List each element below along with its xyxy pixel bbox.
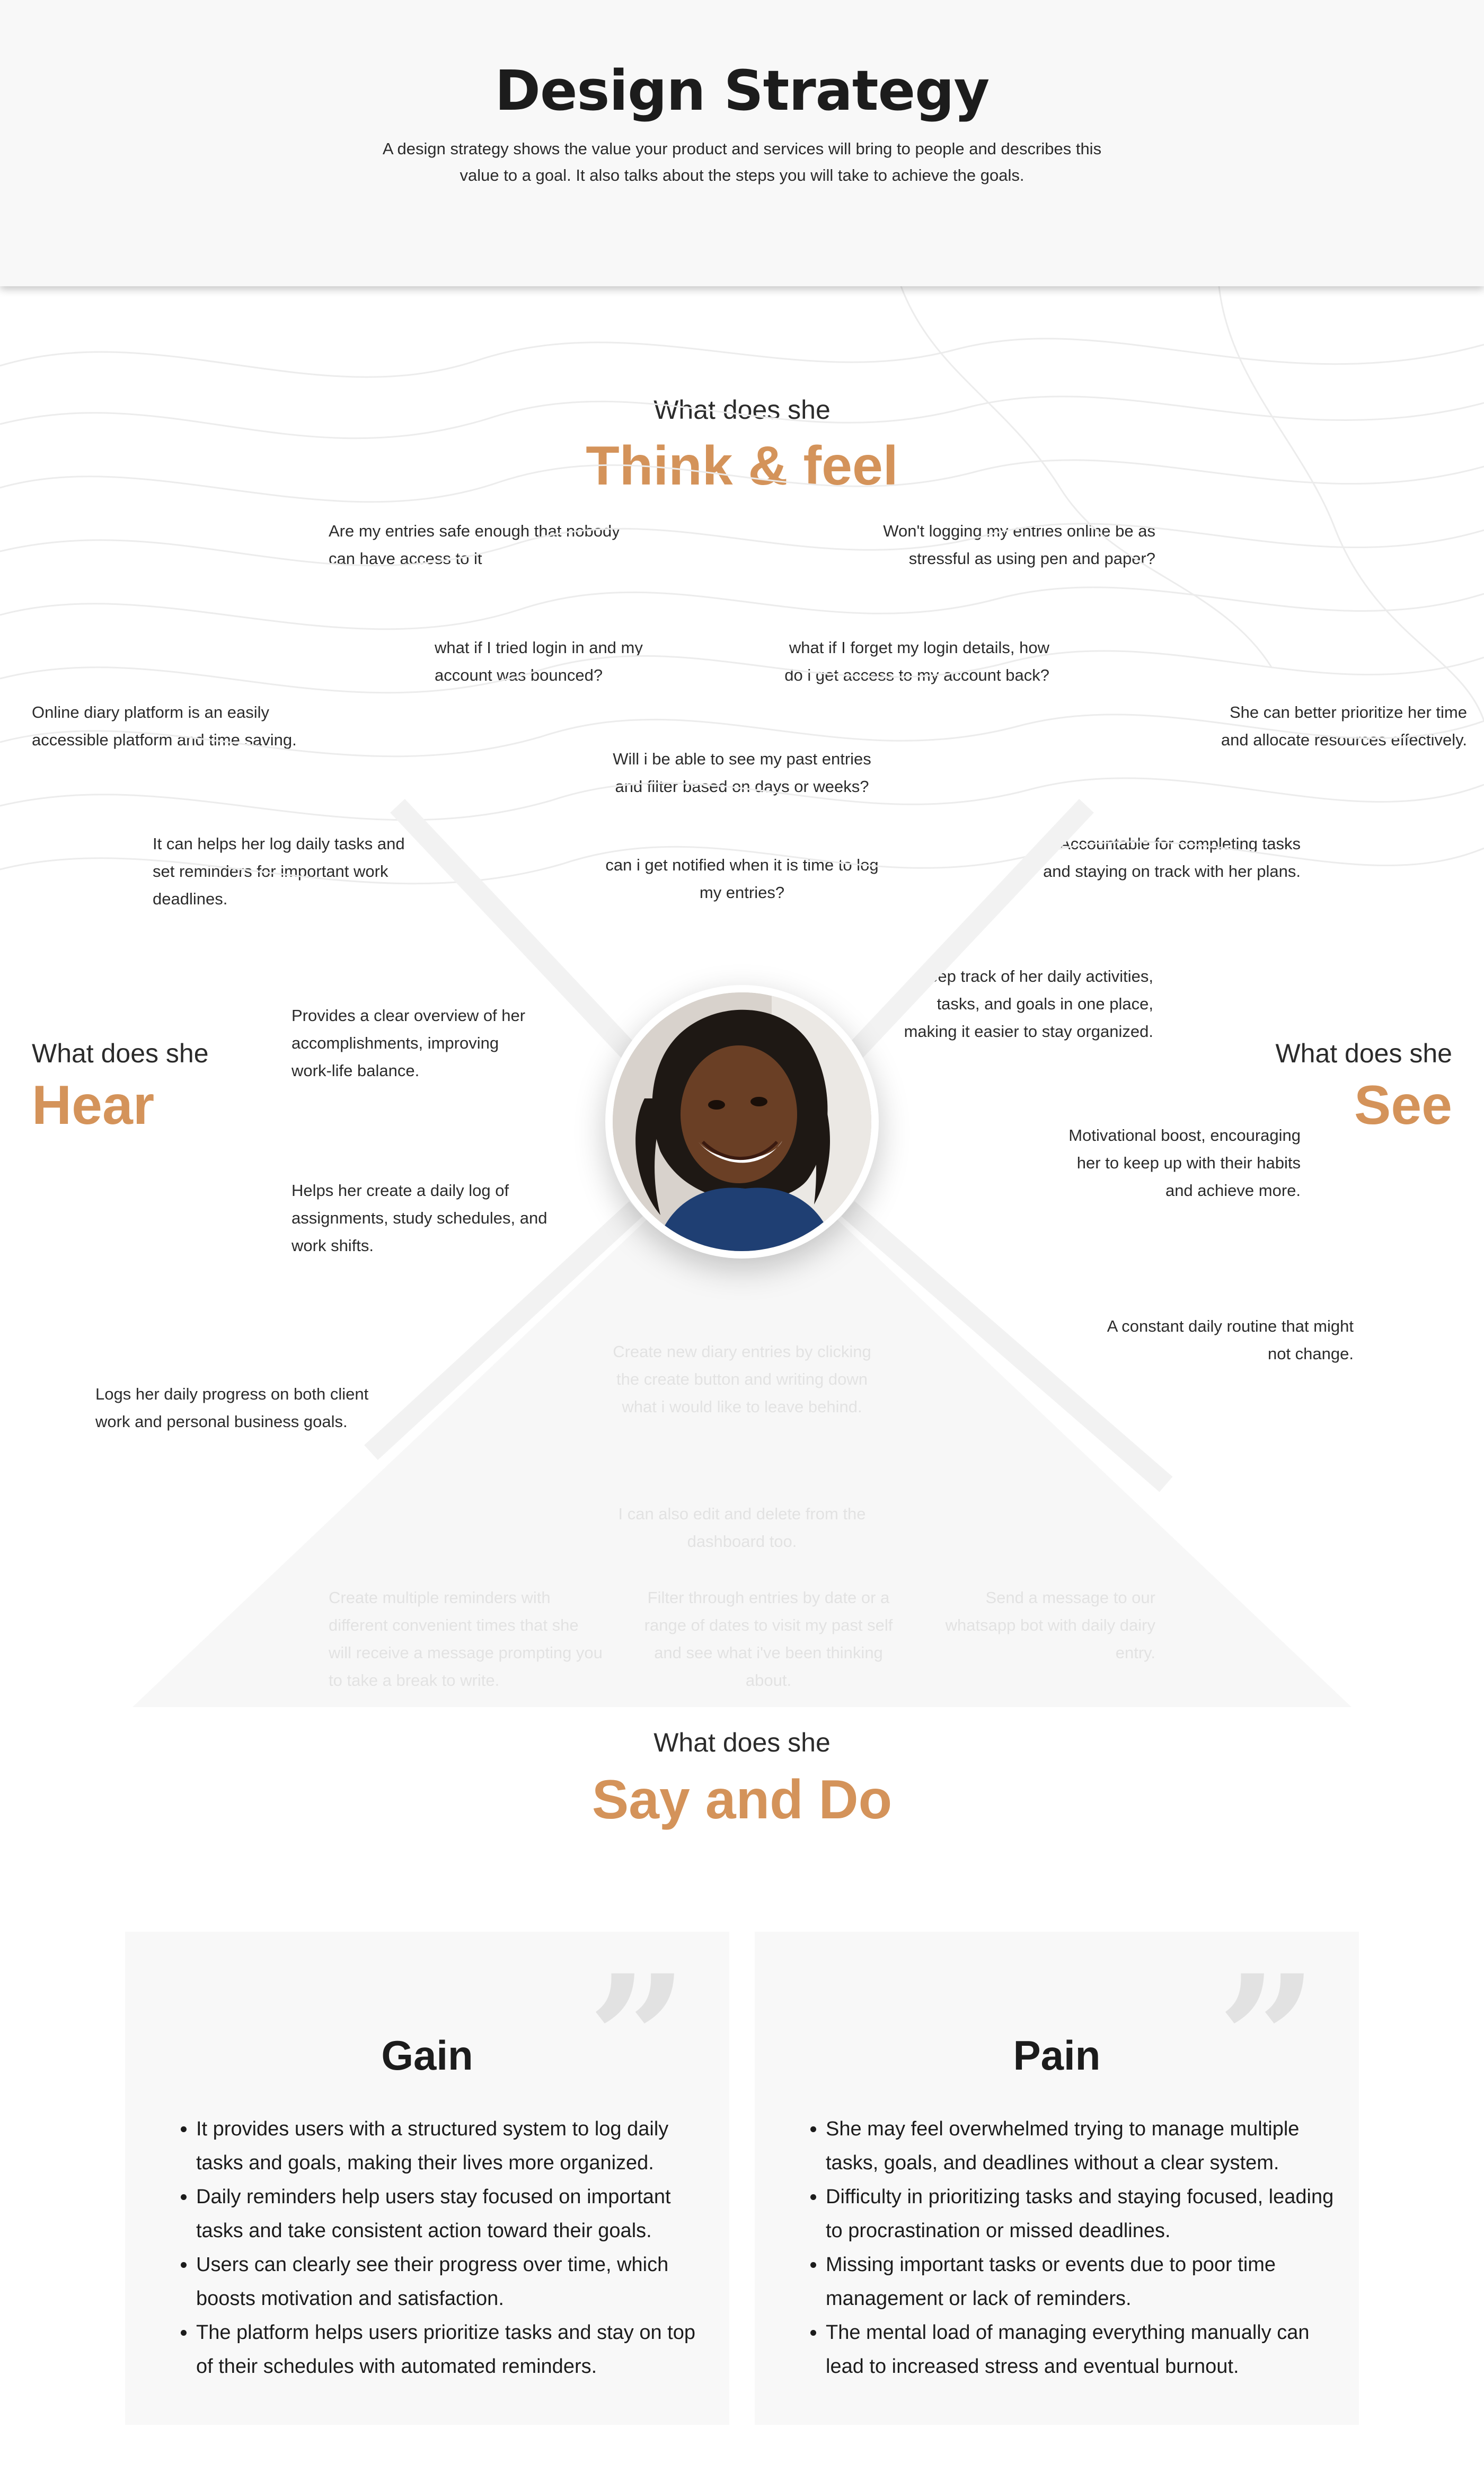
see-item: She can better prioritize her time and allocate resources effectively. (1221, 703, 1467, 749)
pain-item: • Missing important tasks or events due to poor time management or lack of reminders. (826, 2248, 1335, 2316)
gain-list (178, 2112, 705, 2383)
see-item: A constant daily routine that might not change. (1107, 1317, 1354, 1363)
hear-item: Online diary platform is an easily accessible platform and time saving. (32, 703, 297, 749)
page-title: Design Strategy (494, 58, 990, 123)
think-feel-item: what if I tried login in and my account was bounced? (435, 638, 643, 684)
see-item: Accountable for completing tasks and staying on track with her plans. (1043, 834, 1301, 881)
gain-card (125, 1932, 729, 2425)
think-feel-label: What does she (653, 395, 831, 425)
gain-item: • Daily reminders help users stay focused on important tasks and take consistent action toward their goals. (196, 2180, 705, 2248)
persona-avatar-frame (605, 985, 879, 1259)
persona-avatar (613, 992, 871, 1251)
gain-item: • Users can clearly see their progress over time, which boosts motivation and satisfaction. (196, 2248, 705, 2316)
hear-item: Provides a clear overview of her accomplishments, improving work-life balance. (292, 1006, 526, 1080)
think-feel-item: Won't logging my entries online be as stressful as using pen and paper? (883, 522, 1155, 568)
quote-mark-icon: ” (1217, 1937, 1318, 2142)
see-label: What does she (1275, 1039, 1452, 1068)
think-feel-item: Will i be able to see my past entries and filter based on days or weeks? (613, 750, 871, 796)
see-item: Motivational boost, encouraging her to keep up with their habits and achieve more. (1068, 1126, 1301, 1200)
say-do-title: Say and Do (591, 1769, 893, 1831)
say-do-label: What does she (653, 1728, 831, 1757)
pain-item: • She may feel overwhelmed trying to manage multiple tasks, goals, and deadlines without a clear system. (826, 2112, 1335, 2180)
pain-item: • Difficulty in prioritizing tasks and staying focused, leading to procrastination or missed deadlines. (826, 2180, 1335, 2248)
see-item: Keep track of her daily activities, tasks, and goals in one place, making it easier to stay organized. (904, 967, 1153, 1041)
gain-title: Gain (381, 2032, 473, 2079)
hear-item: It can helps her log daily tasks and set reminders for important work deadlines. (153, 834, 405, 908)
think-feel-title: Think & feel (586, 435, 898, 497)
gain-item: • The platform helps users prioritize tasks and stay on top of their schedules with automated reminders. (196, 2316, 705, 2383)
see-title: See (1354, 1075, 1452, 1136)
hear-title: Hear (32, 1075, 155, 1136)
hear-item: Logs her daily progress on both client work and personal business goals. (95, 1385, 369, 1431)
think-feel-item: what if I forget my login details, how do i get access to my account back? (784, 638, 1049, 684)
persona-photo-illustration (613, 992, 871, 1251)
pain-item: • The mental load of managing everything manually can lead to increased stress and eventual burnout. (826, 2316, 1335, 2383)
pain-card (755, 1932, 1359, 2425)
page-header (0, 0, 1484, 286)
hear-label: What does she (32, 1039, 209, 1068)
pain-list (808, 2112, 1335, 2383)
think-feel-item: can i get notified when it is time to log my entries? (605, 856, 879, 902)
page-description: A design strategy shows the value your product and services will bring to people and describes this value to a goal. It also talks about the steps you will take to achieve the goals. (382, 139, 1102, 184)
think-feel-item: Are my entries safe enough that nobody can have access to it (329, 522, 620, 568)
pain-title: Pain (1013, 2032, 1101, 2079)
gain-item: • It provides users with a structured system to log daily tasks and goals, making their lives more organized. (196, 2112, 705, 2180)
quote-mark-icon: ” (587, 1937, 688, 2142)
hear-item: Helps her create a daily log of assignments, study schedules, and work shifts. (292, 1181, 547, 1255)
